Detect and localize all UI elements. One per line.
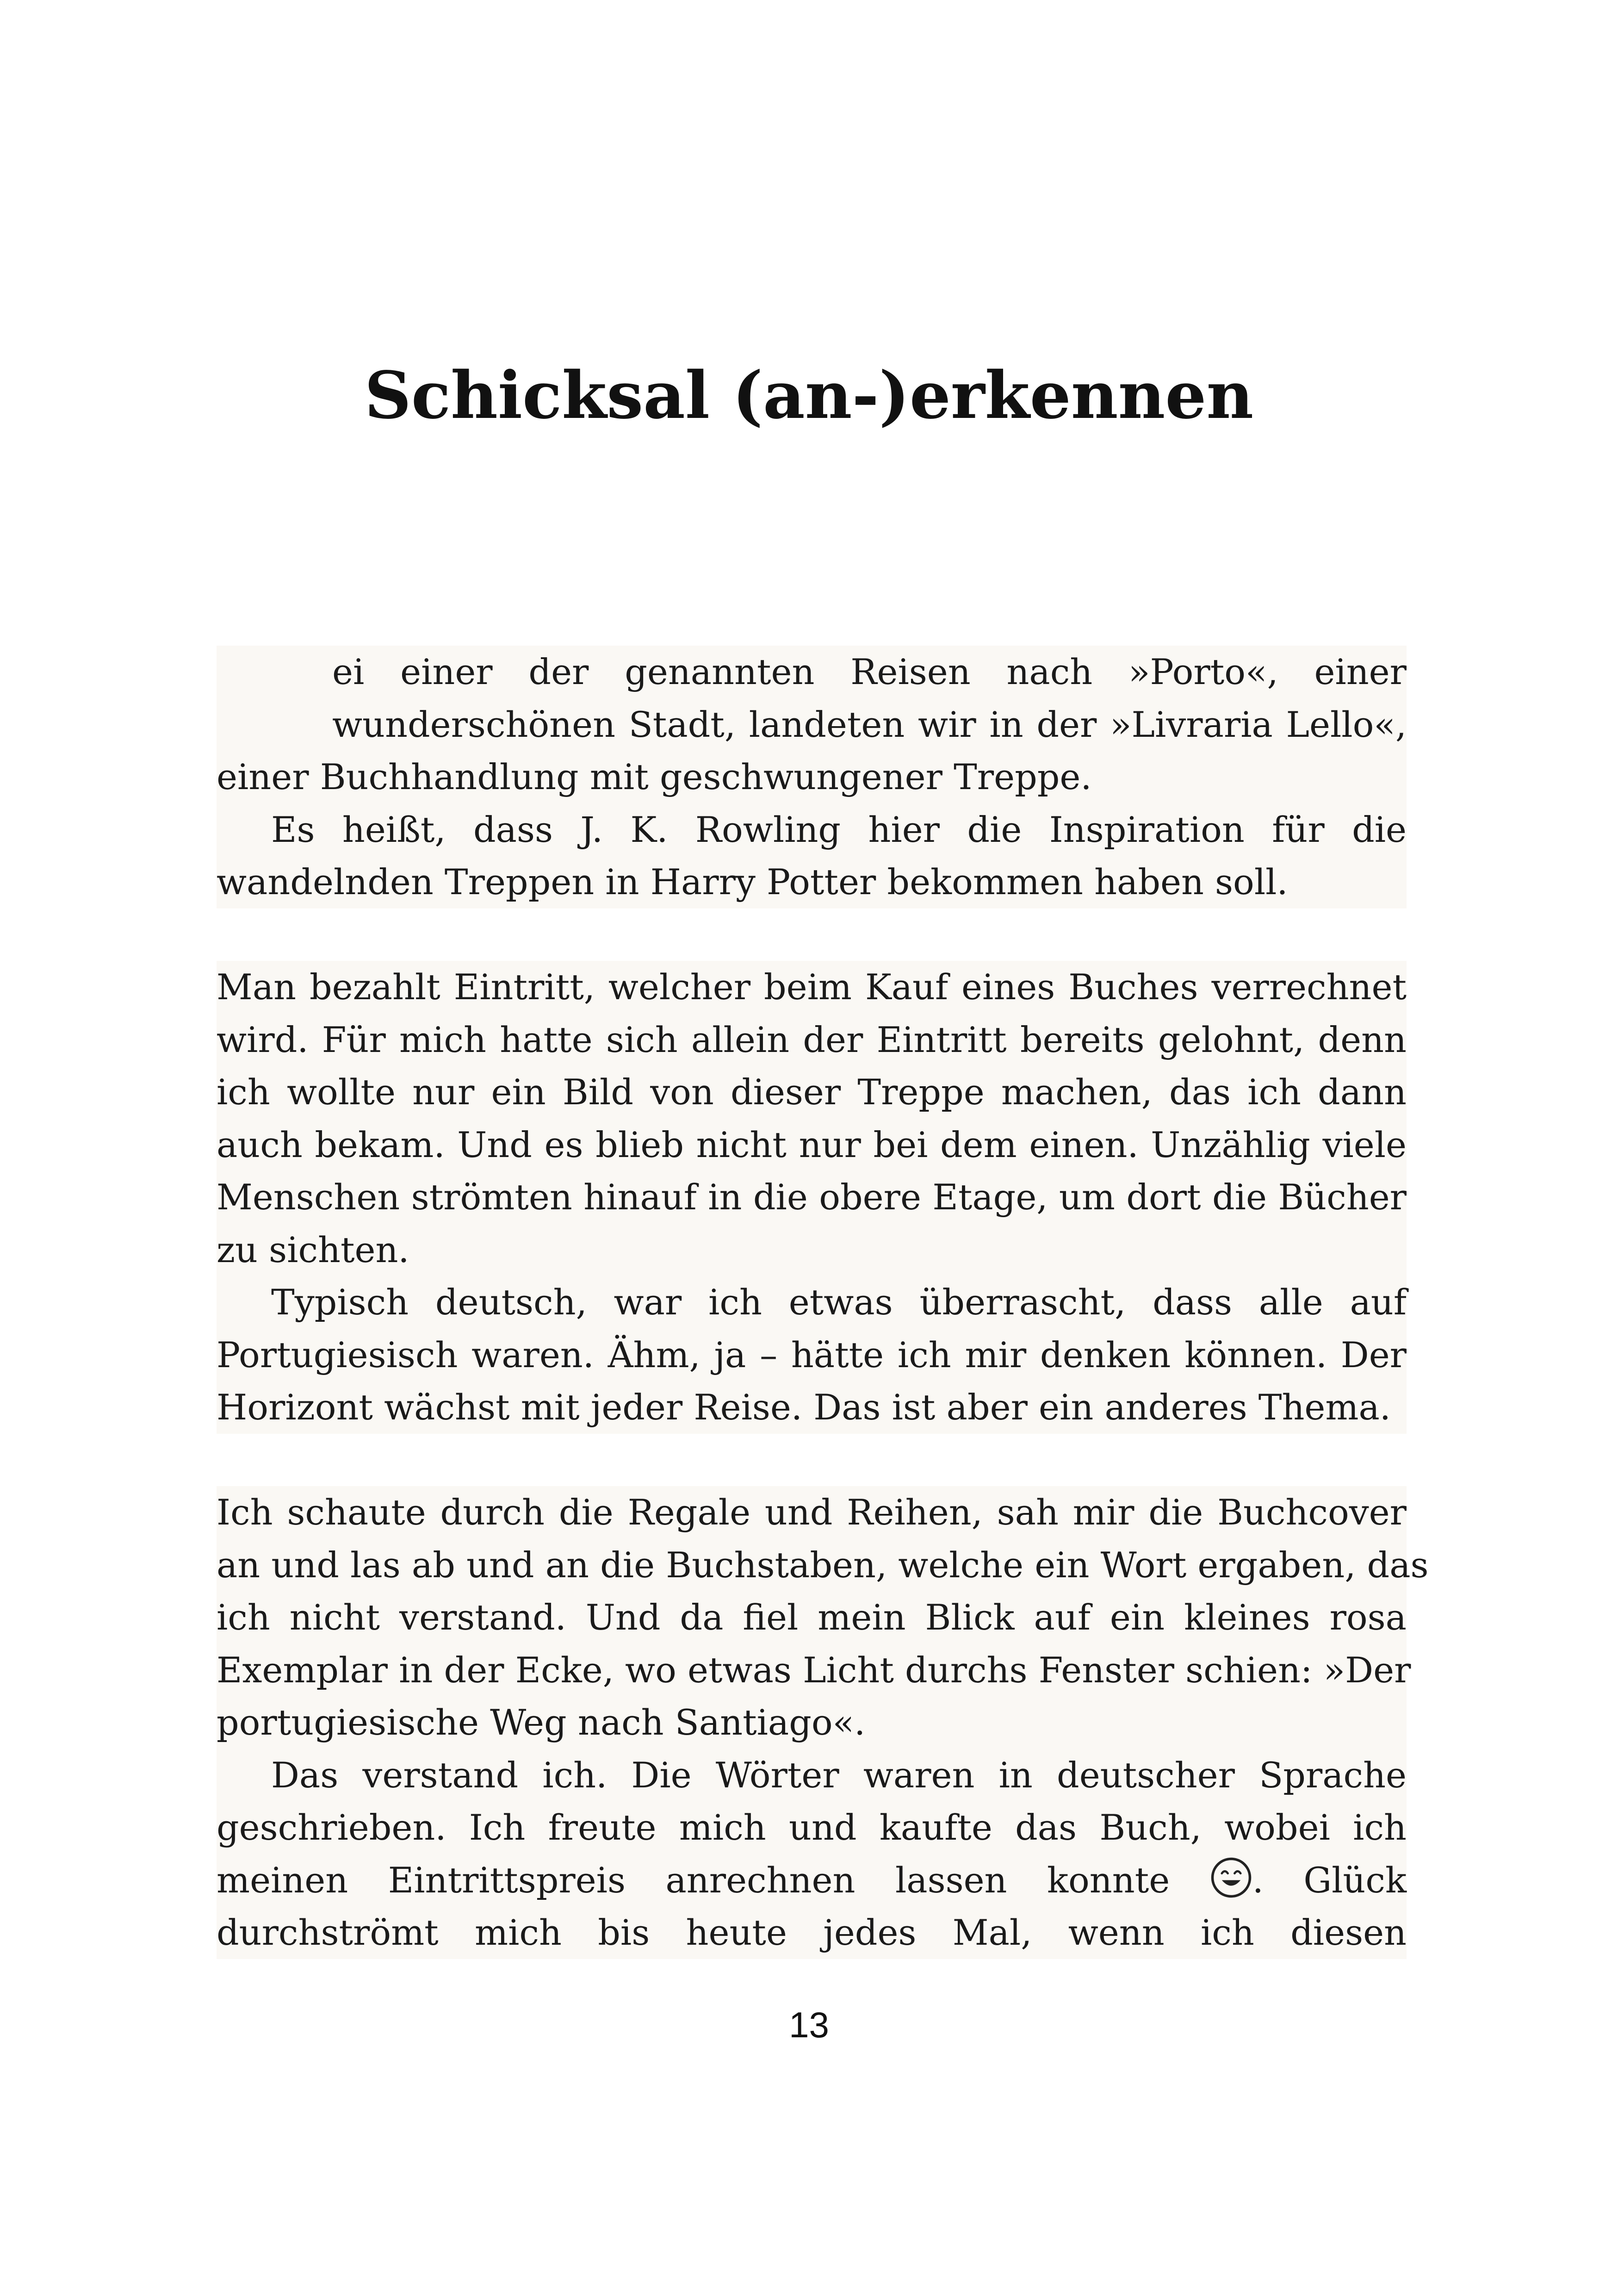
text-line: Horizont wächst mit jeder Reise. Das ist aber ein anderes Thema.: [217, 1387, 1391, 1428]
paragraph-shelves: [217, 1486, 1429, 1959]
text-line: ich nicht verstand. Und da fiel mein Blick auf ein kleines rosa: [217, 1597, 1407, 1638]
text-line: wandelnden Treppen in Harry Potter bekommen haben soll.: [217, 861, 1288, 902]
text-line: zu sichten.: [217, 1229, 409, 1270]
body-text: [217, 646, 1429, 1959]
text-line: durchströmt mich bis heute jedes Mal, wenn ich diesen: [217, 1912, 1407, 1953]
text-line: ich wollte nur ein Bild von dieser Treppe machen, das ich dann: [217, 1071, 1407, 1113]
text-line: Es heißt, dass J. K. Rowling hier die Inspiration für die: [271, 809, 1407, 850]
text-line: Menschen strömten hinauf in die obere Etage, um dort die Bücher: [217, 1176, 1407, 1218]
paragraph-bookstore: [217, 961, 1407, 1434]
text-line: an und las ab und an die Buchstaben, welche ein Wort ergaben, das: [217, 1544, 1429, 1586]
paragraph: [217, 1749, 1407, 1959]
text-line: Typisch deutsch, war ich etwas überrascht, dass alle auf: [271, 1282, 1407, 1323]
text-line: Portugiesisch waren. Ähm, ja – hätte ich mir denken können. Der: [217, 1334, 1407, 1375]
text-line: Man bezahlt Eintritt, welcher beim Kauf eines Buches verrechnet: [217, 966, 1407, 1008]
text-fragment: meinen Eintrittspreis anrechnen lassen konnte: [217, 1859, 1170, 1901]
text-line: portugiesische Weg nach Santiago«.: [217, 1702, 866, 1743]
paragraph: [217, 961, 1407, 1276]
paragraph: [217, 646, 1407, 803]
text-line: wird. Für mich hatte sich allein der Eintritt bereits gelohnt, denn: [217, 1019, 1407, 1060]
text-line: einer Buchhandlung mit geschwungener Treppe.: [217, 756, 1092, 797]
text-line: Ich schaute durch die Regale und Reihen, sah mir die Buchcover: [217, 1492, 1407, 1533]
text-line: auch bekam. Und es blieb nicht nur bei dem einen. Unzählig viele: [217, 1124, 1407, 1165]
chapter-title: Schicksal (an-)erkennen: [364, 358, 1254, 434]
paragraph-intro: [217, 646, 1407, 908]
text-line: wunderschönen Stadt, landeten wir in der »Livraria Lello«,: [332, 703, 1407, 745]
text-line: Das verstand ich. Die Wörter waren in deutscher Sprache: [271, 1754, 1407, 1796]
paragraph: [217, 1486, 1429, 1749]
smiling-face-icon: [1210, 1856, 1252, 1899]
paragraph-gap: [217, 908, 1407, 961]
text-line: ei einer der genannten Reisen nach »Porto«, einer: [332, 651, 1407, 692]
text-fragment: . Glück: [1252, 1859, 1407, 1901]
paragraph: [217, 803, 1407, 908]
text-line: geschrieben. Ich freute mich und kaufte das Buch, wobei ich: [217, 1807, 1407, 1848]
text-line: Exemplar in der Ecke, wo etwas Licht durchs Fenster schien: »Der: [217, 1649, 1411, 1691]
paragraph-gap: [217, 1434, 1407, 1487]
paragraph: [217, 1276, 1407, 1434]
text-line-with-emoji: [217, 1854, 1407, 1907]
page-number: 13: [789, 2004, 829, 2045]
